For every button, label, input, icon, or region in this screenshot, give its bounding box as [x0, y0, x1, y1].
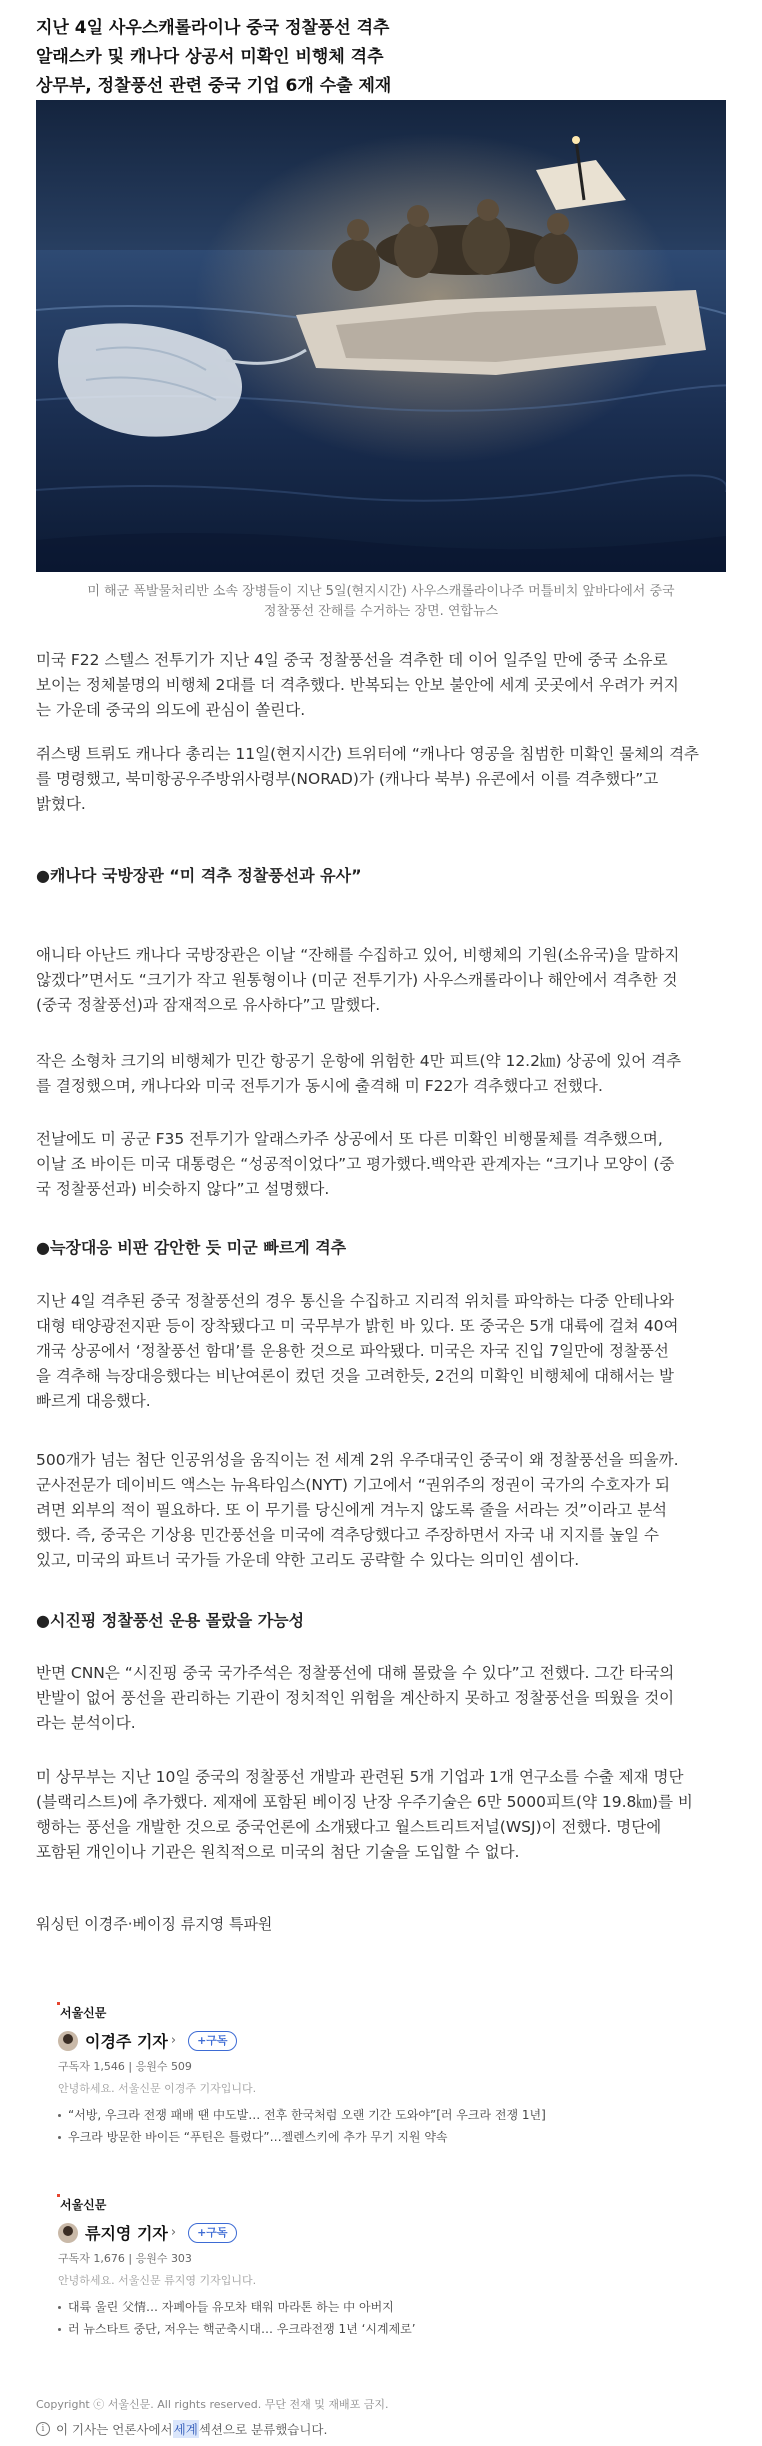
paragraph-line: (중국 정찰풍선)과 잠재적으로 유사하다”고 말했다.	[36, 996, 381, 1014]
paragraph-line: 있고, 미국의 파트너 국가들 가운데 약한 고리도 공략할 수 있다는 의미인 셈이다.	[36, 1551, 580, 1569]
reporter-name[interactable]: 류지영 기자	[85, 2224, 168, 2243]
paragraph-line: 미 상무부는 지난 10일 중국의 정찰풍선 개발과 관련된 5개 기업과 1개 연구소를 수출 제재 명단	[36, 1768, 684, 1786]
notice-text: 섹션으로 분류했습니다.	[198, 2422, 328, 2437]
section-link[interactable]: 세계	[173, 2422, 198, 2437]
paragraph-line: 않겠다”면서도 “크기가 작고 원통형이나 (미군 전투기가) 사우스캐롤라이나 해안에서 격추한 것	[36, 971, 678, 989]
paragraph	[36, 1661, 736, 1736]
chevron-right-icon[interactable]: ›	[170, 2033, 177, 2048]
reporter-card	[58, 2196, 618, 2340]
paragraph-line: 이날 조 바이든 미국 대통령은 “성공적이었다”고 평가했다.백악관 관계자는 “크기나 모양이 (중	[36, 1155, 675, 1173]
paragraph-line: 국 정찰풍선과) 비슷하지 않다”고 설명했다.	[36, 1180, 330, 1198]
chevron-right-icon[interactable]: ›	[170, 2225, 177, 2240]
paragraph-line: 전날에도 미 공군 F35 전투기가 알래스카주 상공에서 또 다른 미확인 비행물체를 격추했으며,	[36, 1130, 663, 1148]
reporter-card	[58, 2004, 618, 2148]
paragraph-line: 애니타 아난드 캐나다 국방장관은 이날 “잔해를 수집하고 있어, 비행체의 기원(소유국)을 말하지	[36, 946, 680, 964]
section-notice	[36, 2420, 327, 2438]
balloon-recovery-photo	[36, 100, 726, 572]
paragraph-line: 군사전문가 데이비드 액스는 뉴욕타임스(NYT) 기고에서 “권위주의 정권이 국가의 수호자가 되	[36, 1476, 671, 1494]
paragraph-line: 반면 CNN은 “시진핑 중국 국가주석은 정찰풍선에 대해 몰랐을 수 있다”고 전했다. 그간 타국의	[36, 1664, 675, 1682]
paragraph-line: 미국 F22 스텔스 전투기가 지난 4일 중국 정찰풍선을 격추한 데 이어 일주일 만에 중국 소유로	[36, 651, 668, 669]
paragraph	[36, 1049, 736, 1099]
reporter-stats: 구독자 1,676 | 응원수 303	[58, 2252, 192, 2265]
paragraph-line: 지난 4일 격추된 중국 정찰풍선의 경우 통신을 수집하고 지리적 위치를 파악하는 다중 안테나와	[36, 1292, 674, 1310]
reporter-article-link[interactable]: 러 뉴스타트 중단, 저우는 핵군축시대… 우크라전쟁 1년 ‘시계제로’	[58, 2318, 618, 2340]
paragraph-line: 대형 태양광전지판 등이 장착됐다고 미 국무부가 밝힌 바 있다. 또 중국은 5개 대륙에 걸쳐 40여	[36, 1317, 679, 1335]
reporter-avatar[interactable]	[58, 2031, 78, 2051]
reporter-intro: 안녕하세요. 서울신문 이경주 기자입니다.	[58, 2082, 257, 2095]
caption-line: 미 해군 폭발물처리반 소속 장병들이 지난 5일(현지시간) 사우스캐롤라이나주 머틀비치 앞바다에서 중국	[87, 584, 675, 599]
reporter-article-link[interactable]: 대륙 울린 父情… 자폐아들 유모차 태워 마라톤 하는 中 아버지	[58, 2296, 618, 2318]
paragraph	[36, 943, 736, 1018]
paragraph-line: (블랙리스트)에 추가했다. 제재에 포함된 베이징 난장 우주기술은 6만 5000피트(약 19.8㎞)를 비	[36, 1793, 693, 1811]
paragraph-line: 을 격추해 늑장대응했다는 비난여론이 컸던 것을 고려한듯, 2건의 미확인 비행체에 대해서는 발	[36, 1367, 674, 1385]
reporter-intro: 안녕하세요. 서울신문 류지영 기자입니다.	[58, 2274, 257, 2287]
photo-caption	[36, 582, 726, 622]
article-subheadline	[36, 14, 736, 101]
paragraph-line: 쥐스탱 트뤼도 캐나다 총리는 11일(현지시간) 트위터에 “캐나다 영공을 침범한 미확인 물체의 격추	[36, 745, 700, 763]
subhead-line: 상무부, 정찰풍선 관련 중국 기업 6개 수출 제재	[36, 76, 392, 96]
reporter-article-list	[58, 2104, 618, 2148]
paragraph-line: 반발이 없어 풍선을 관리하는 기관이 정치적인 위험을 계산하지 못하고 정찰풍선을 띄웠을 것이	[36, 1689, 675, 1707]
paragraph-line: 려면 외부의 적이 필요하다. 또 이 무기를 당신에게 겨누지 않도록 줄을 서라는 것”이라고 분석	[36, 1501, 668, 1519]
press-logo[interactable]: 서울신문	[58, 2196, 618, 2213]
subhead-line: 알래스카 및 캐나다 상공서 미확인 비행체 격추	[36, 47, 384, 67]
paragraph-line: 개국 상공에서 ‘정찰풍선 함대’를 운용한 것으로 파악됐다. 미국은 자국 진입 7일만에 정찰풍선	[36, 1342, 669, 1360]
paragraph	[36, 648, 736, 723]
reporter-avatar[interactable]	[58, 2223, 78, 2243]
section-heading: ●늑장대응 비판 감안한 듯 미군 빠르게 격추	[36, 1238, 347, 1257]
paragraph-line: 500개가 넘는 첨단 인공위성을 움직이는 전 세계 2위 우주대국인 중국이 왜 정찰풍선을 띄울까.	[36, 1451, 679, 1469]
paragraph-line: 행하는 풍선을 개발한 것으로 중국언론에 소개됐다고 월스트리트저널(WSJ)이 전했다. 명단에	[36, 1818, 662, 1836]
paragraph-line: 를 결정했으며, 캐나다와 미국 전투기가 동시에 출격해 미 F22가 격추했다고 전했다.	[36, 1077, 603, 1095]
paragraph-line: 작은 소형차 크기의 비행체가 민간 항공기 운항에 위험한 4만 피트(약 12.2㎞) 상공에 있어 격추	[36, 1052, 682, 1070]
reporter-article-list	[58, 2296, 618, 2340]
paragraph-line: 를 명령했고, 북미항공우주방위사령부(NORAD)가 (캐나다 북부) 유콘에서 이를 격추했다”고	[36, 770, 659, 788]
paragraph-line: 는 가운데 중국의 의도에 관심이 쏠린다.	[36, 701, 306, 719]
article-byline: 워싱턴 이경주·베이징 류지영 특파원	[36, 1915, 273, 1933]
caption-line: 정찰풍선 잔해를 수거하는 장면. 연합뉴스	[263, 604, 499, 619]
notice-text: 이 기사는 언론사에서	[56, 2422, 173, 2437]
paragraph	[36, 1765, 736, 1865]
reporter-stats: 구독자 1,546 | 응원수 509	[58, 2060, 192, 2073]
reporter-name[interactable]: 이경주 기자	[85, 2032, 168, 2051]
copyright-text: Copyright ⓒ 서울신문. All rights reserved. 무단 전재 및 재배포 금지.	[36, 2398, 389, 2411]
article-photo[interactable]	[36, 100, 726, 572]
subhead-line: 지난 4일 사우스캐롤라이나 중국 정찰풍선 격추	[36, 18, 390, 38]
reporter-article-link[interactable]: 우크라 방문한 바이든 “푸틴은 틀렸다”…젤렌스키에 추가 무기 지원 약속	[58, 2126, 618, 2148]
paragraph	[36, 1448, 736, 1573]
paragraph-line: 밝혔다.	[36, 795, 86, 813]
section-heading: ●캐나다 국방장관 “미 격추 정찰풍선과 유사”	[36, 866, 362, 885]
subscribe-button[interactable]: +구독	[188, 2031, 236, 2051]
paragraph	[36, 1289, 736, 1414]
paragraph-line: 보이는 정체불명의 비행체 2대를 더 격추했다. 반복되는 안보 불안에 세계 곳곳에서 우려가 커지	[36, 676, 679, 694]
reporter-article-link[interactable]: “서방, 우크라 전쟁 패배 땐 中도발… 전후 한국처럼 오랜 기간 도와야”[러 우크라 전쟁 1년]	[58, 2104, 618, 2126]
subscribe-button[interactable]: +구독	[188, 2223, 236, 2243]
press-logo[interactable]: 서울신문	[58, 2004, 618, 2021]
paragraph	[36, 742, 736, 817]
paragraph-line: 빠르게 대응했다.	[36, 1392, 151, 1410]
section-heading: ●시진핑 정찰풍선 운용 몰랐을 가능성	[36, 1611, 305, 1630]
paragraph	[36, 1127, 736, 1202]
paragraph-line: 포함된 개인이나 기관은 원칙적으로 미국의 첨단 기술을 도입할 수 없다.	[36, 1843, 520, 1861]
paragraph-line: 라는 분석이다.	[36, 1714, 136, 1732]
info-icon: i	[36, 2422, 50, 2436]
paragraph-line: 했다. 즉, 중국은 기상용 민간풍선을 미국에 격추당했다고 주장하면서 자국 내 지지를 높일 수	[36, 1526, 659, 1544]
